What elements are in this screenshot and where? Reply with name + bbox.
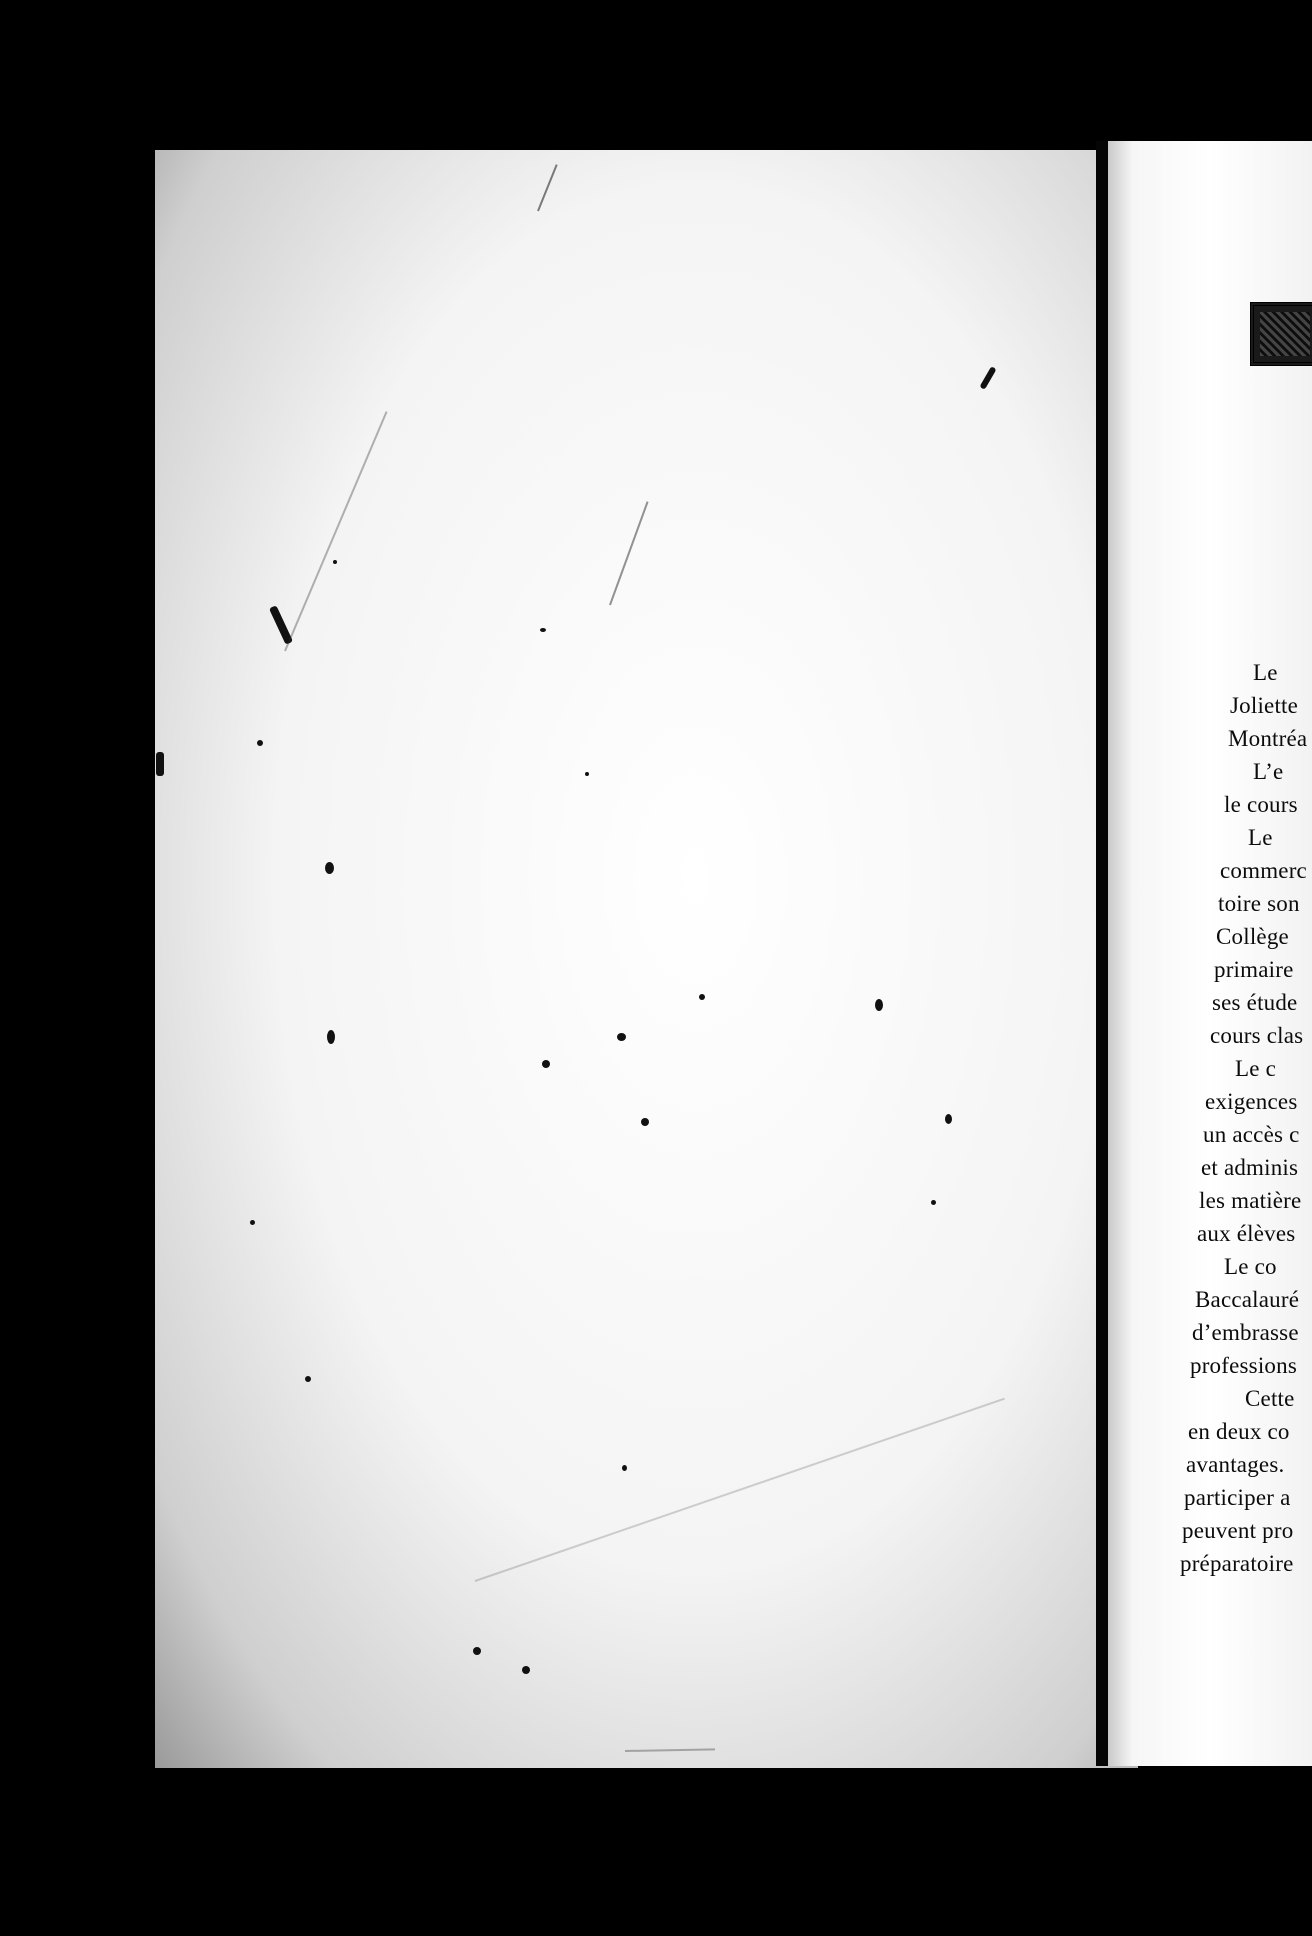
dust-speck [250, 1220, 255, 1225]
dust-speck [540, 628, 546, 632]
scratch-line [284, 411, 387, 651]
text-line: avantages. [1186, 1452, 1285, 1477]
dust-speck [305, 1376, 311, 1382]
text-line: toire son [1218, 891, 1300, 916]
text-line: et adminis [1201, 1155, 1299, 1180]
dust-speck [473, 1647, 481, 1655]
dust-speck [641, 1118, 649, 1126]
text-line: Le [1253, 660, 1278, 685]
dust-speck [945, 1114, 952, 1124]
dust-speck [257, 740, 263, 746]
text-line: le cours [1224, 792, 1298, 817]
text-line: peuvent pro [1182, 1518, 1294, 1543]
text-column [1108, 141, 1312, 1766]
left-page-blank [155, 150, 1138, 1768]
scratch-line [475, 1398, 1005, 1582]
dust-speck [325, 862, 334, 874]
text-line: professions [1190, 1353, 1297, 1378]
text-line: aux élèves [1197, 1221, 1296, 1246]
text-line: d’embrasse [1192, 1320, 1299, 1345]
text-line: Le co [1224, 1254, 1277, 1279]
text-line: commerc [1220, 858, 1307, 883]
text-line: en deux co [1188, 1419, 1290, 1444]
dust-speck [875, 999, 883, 1011]
right-page-text [1108, 141, 1312, 1766]
text-line: Montréa [1228, 726, 1308, 751]
dust-speck [699, 994, 705, 1000]
text-line: préparatoire [1180, 1551, 1294, 1576]
text-line: un accès c [1203, 1122, 1300, 1147]
dust-speck [522, 1666, 530, 1674]
scratch-line [609, 501, 649, 605]
dust-speck [585, 772, 589, 776]
text-line: Le [1248, 825, 1273, 850]
text-line: Collège [1216, 924, 1289, 949]
text-line: Joliette [1230, 693, 1299, 718]
dust-speck [979, 366, 996, 390]
text-line: Le c [1235, 1056, 1277, 1081]
text-line: les matière [1199, 1188, 1302, 1213]
dust-speck [542, 1060, 550, 1068]
dust-speck [327, 1030, 335, 1044]
text-line: primaire [1214, 957, 1294, 982]
dust-speck [617, 1033, 626, 1041]
scratch-line [537, 164, 558, 211]
text-line: participer a [1184, 1485, 1291, 1510]
text-line: Cette [1245, 1386, 1295, 1411]
text-line: Baccalauré [1195, 1287, 1300, 1312]
dust-speck [931, 1200, 936, 1205]
dust-speck [156, 760, 162, 766]
dust-speck [333, 560, 337, 564]
text-line: exigences [1205, 1089, 1298, 1114]
text-line: cours clas [1210, 1023, 1304, 1048]
text-line: L’e [1253, 759, 1284, 784]
scratch-line [625, 1748, 715, 1752]
text-line: ses étude [1212, 990, 1298, 1015]
dust-speck [622, 1465, 627, 1471]
